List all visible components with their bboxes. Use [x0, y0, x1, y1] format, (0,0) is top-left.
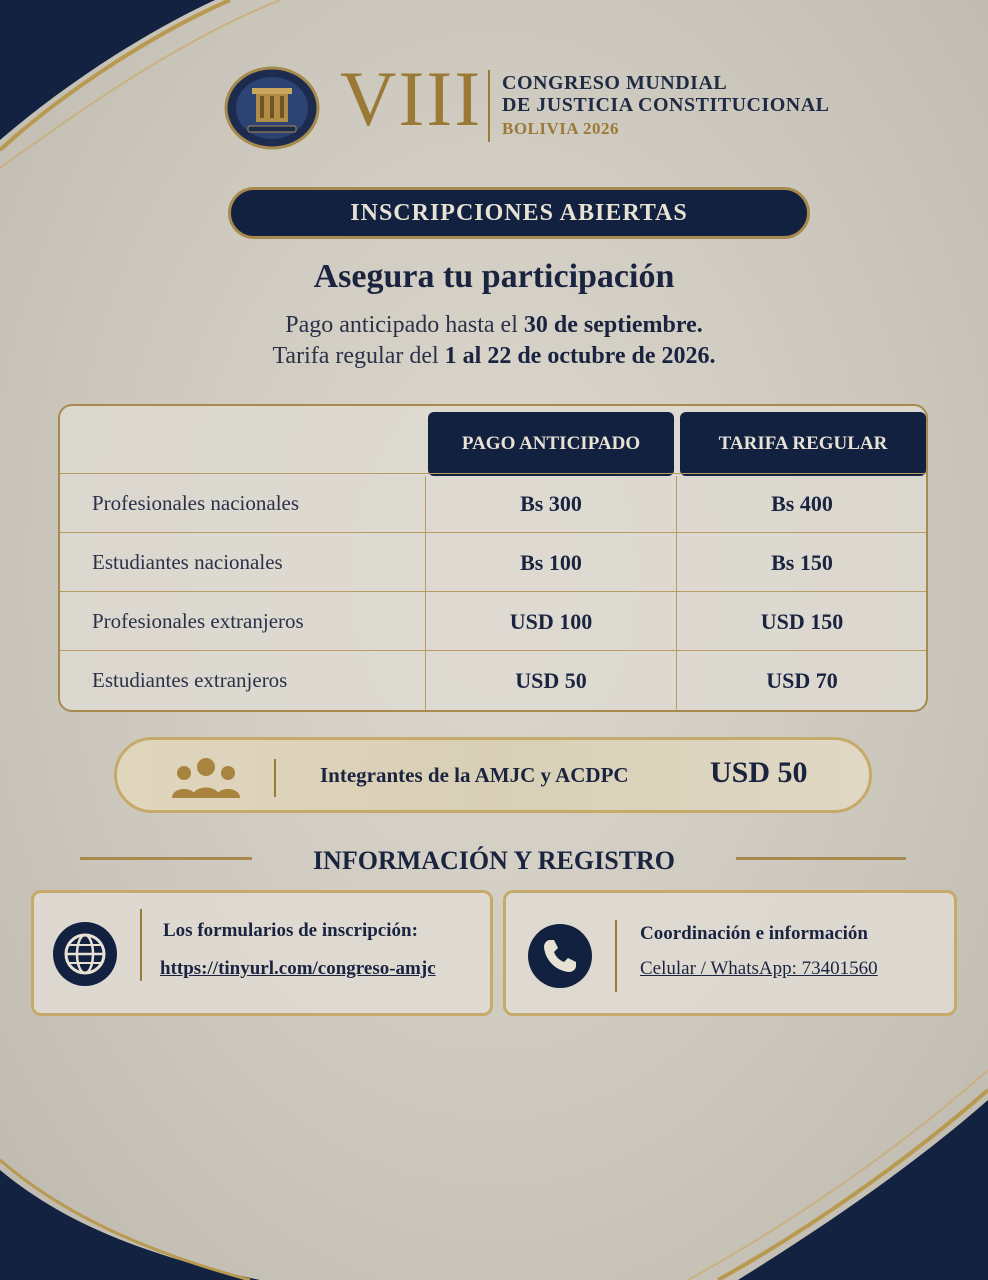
members-price: USD 50 [710, 756, 808, 789]
regular-price: Bs 150 [771, 550, 833, 575]
group-icon [170, 756, 242, 800]
header-divider [488, 70, 490, 142]
fees-table [58, 404, 928, 712]
members-label: Integrantes de la AMJC y ACDPC [320, 763, 629, 787]
globe-icon [53, 922, 117, 986]
contact-title: Coordinación e información [640, 923, 868, 944]
regular-price: Bs 400 [771, 491, 833, 516]
row-label: Estudiantes extranjeros [92, 668, 288, 692]
regular-price: USD 70 [766, 668, 838, 693]
congress-location: BOLIVIA 2026 [502, 119, 619, 138]
regular-price: USD 150 [760, 609, 844, 634]
forms-title: Los formularios de inscripción: [163, 920, 418, 941]
early-price: USD 50 [515, 668, 587, 693]
registration-banner: INSCRIPCIONES ABIERTAS [228, 187, 810, 239]
congress-name-line1: CONGRESO MUNDIAL [502, 72, 728, 94]
bottom-left-decoration [0, 1150, 260, 1280]
phone-icon [528, 924, 592, 988]
card-divider [615, 920, 617, 992]
card-divider [140, 909, 142, 981]
table-row [60, 532, 926, 592]
info-section-title: INFORMACIÓN Y REGISTRO [312, 846, 676, 875]
page-title: Asegura tu participación [313, 258, 675, 295]
row-label: Profesionales extranjeros [92, 609, 304, 633]
row-label: Profesionales nacionales [92, 491, 300, 515]
contact-link[interactable]: Celular / WhatsApp: 73401560 [640, 958, 878, 979]
column-header-early: PAGO ANTICIPADO [428, 412, 674, 476]
regular-rate-period: Tarifa regular del 1 al 22 de octubre de 2026. [272, 343, 716, 369]
congress-name-line2: DE JUSTICIA CONSTITUCIONAL [502, 94, 830, 116]
early-payment-deadline: Pago anticipado hasta el 30 de septiembre. [285, 312, 703, 338]
amjc-logo [218, 62, 326, 152]
table-row [60, 650, 926, 710]
row-label: Estudiantes nacionales [92, 550, 283, 574]
pill-divider [274, 759, 276, 797]
early-price: Bs 300 [520, 491, 582, 516]
early-price: USD 100 [509, 609, 593, 634]
forms-link[interactable]: https://tinyurl.com/congreso-amjc [160, 958, 436, 979]
edition-number: VIII [340, 55, 483, 142]
bottom-right-decoration [688, 1060, 988, 1280]
early-price: Bs 100 [520, 550, 582, 575]
table-row [60, 591, 926, 651]
table-row [60, 473, 926, 533]
column-header-regular: TARIFA REGULAR [680, 412, 926, 476]
